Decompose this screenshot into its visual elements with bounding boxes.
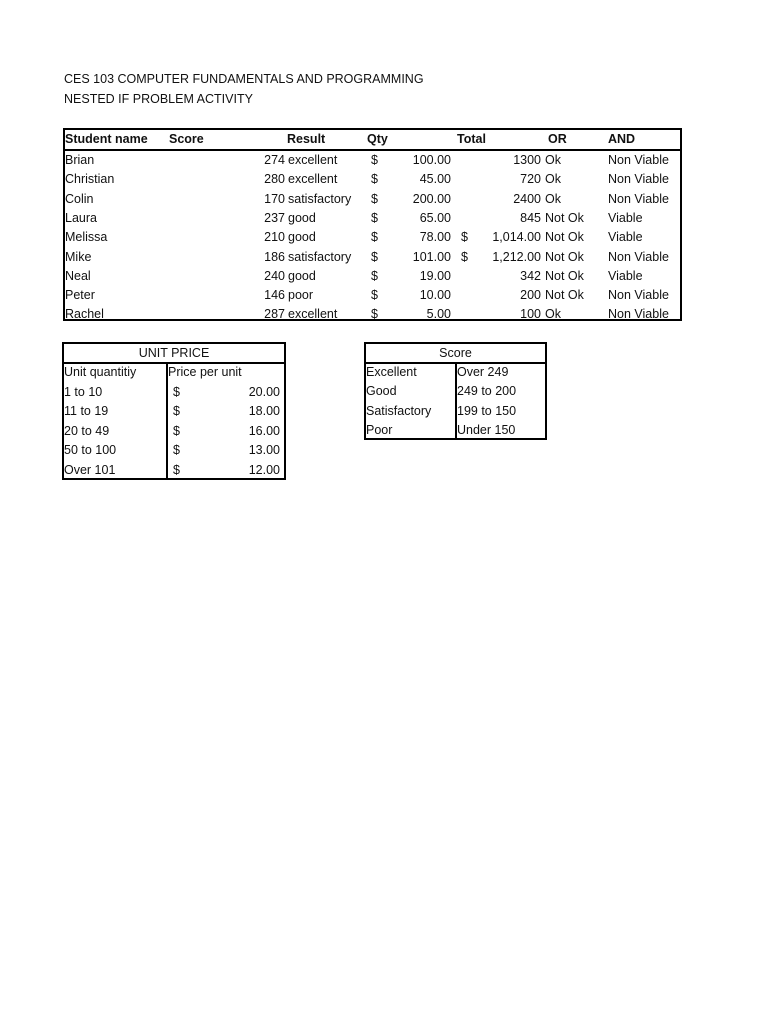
total-cell[interactable]: 1,014.00	[492, 230, 541, 245]
score-row	[366, 363, 545, 382]
student-name-cell[interactable]: Mike	[65, 249, 92, 264]
student-name-cell[interactable]: Christian	[65, 172, 115, 187]
unit-range-cell[interactable]: 11 to 19	[64, 404, 109, 419]
table-row	[65, 209, 680, 228]
unit-range-cell[interactable]: 20 to 49	[64, 423, 110, 438]
student-results-table	[63, 128, 682, 321]
qty-cell[interactable]: 65.00	[419, 210, 451, 225]
unit-quantity-header[interactable]: Unit quantitiy	[64, 365, 137, 379]
score-cell[interactable]: 210	[264, 230, 285, 245]
qty-currency-cell[interactable]: $	[371, 249, 378, 264]
score-cell[interactable]: 170	[264, 191, 285, 206]
and-cell[interactable]: Non Viable	[608, 288, 669, 303]
total-cell[interactable]: 342	[520, 268, 541, 283]
score-row	[366, 382, 545, 401]
header-or[interactable]: OR	[548, 132, 567, 146]
qty-cell[interactable]: 101.00	[412, 249, 451, 264]
qty-currency-cell[interactable]: $	[371, 230, 378, 245]
price-cell[interactable]: 13.00	[248, 443, 280, 458]
unit-price-row	[64, 441, 284, 460]
or-cell[interactable]: Ok	[545, 307, 561, 322]
unit-range-cell[interactable]: 50 to 100	[64, 443, 117, 458]
qty-cell[interactable]: 5.00	[426, 307, 451, 322]
result-cell[interactable]: good	[288, 210, 316, 225]
student-name-cell[interactable]: Colin	[65, 191, 94, 206]
table-row	[65, 151, 680, 170]
total-cell[interactable]: 200	[520, 288, 541, 303]
price-currency-cell[interactable]: $	[173, 423, 180, 438]
score-row	[366, 402, 545, 421]
price-currency-cell[interactable]: $	[173, 404, 180, 419]
header-total[interactable]: Total	[457, 132, 486, 146]
qty-cell[interactable]: 10.00	[419, 288, 451, 303]
table-row	[65, 170, 680, 189]
student-name-cell[interactable]: Laura	[65, 210, 97, 225]
or-cell[interactable]: Not Ok	[545, 288, 584, 303]
result-cell[interactable]: satisfactory	[288, 249, 352, 264]
score-table	[364, 342, 547, 440]
student-name-cell[interactable]: Melissa	[65, 230, 108, 245]
price-per-unit-header[interactable]: Price per unit	[168, 365, 242, 379]
or-cell[interactable]: Not Ok	[545, 268, 584, 283]
qty-currency-cell[interactable]: $	[371, 153, 378, 167]
unit-price-row	[64, 422, 284, 441]
and-cell[interactable]: Non Viable	[608, 172, 669, 187]
header-score[interactable]: Score	[169, 132, 204, 146]
unit-range-cell[interactable]: 1 to 10	[64, 385, 103, 399]
grade-range-cell[interactable]: Under 150	[457, 423, 516, 438]
grade-cell[interactable]: Excellent	[366, 365, 417, 379]
grade-cell[interactable]: Good	[366, 384, 397, 399]
qty-currency-cell[interactable]: $	[371, 307, 378, 322]
sheet-subtitle: NESTED IF PROBLEM ACTIVITY	[64, 92, 253, 106]
unit-price-title[interactable]: UNIT PRICE	[138, 346, 210, 360]
score-cell[interactable]: 146	[264, 288, 285, 303]
sheet-title: CES 103 COMPUTER FUNDAMENTALS AND PROGRAMMING	[64, 72, 424, 86]
or-cell[interactable]: Ok	[545, 191, 561, 206]
table-row	[65, 267, 680, 286]
or-cell[interactable]: Not Ok	[545, 210, 584, 225]
qty-cell[interactable]: 200.00	[412, 191, 451, 206]
result-cell[interactable]: excellent	[288, 153, 338, 167]
total-cell[interactable]: 720	[520, 172, 541, 187]
student-name-cell[interactable]: Rachel	[65, 307, 104, 322]
unit-price-table	[62, 342, 286, 480]
price-currency-cell[interactable]: $	[173, 443, 180, 458]
total-currency-cell[interactable]: $	[461, 230, 468, 245]
and-cell[interactable]: Non Viable	[608, 153, 669, 167]
result-cell[interactable]: good	[288, 268, 316, 283]
score-cell[interactable]: 287	[264, 307, 285, 322]
score-row	[366, 421, 545, 440]
or-cell[interactable]: Not Ok	[545, 249, 584, 264]
student-name-cell[interactable]: Brian	[65, 153, 95, 167]
qty-cell[interactable]: 78.00	[419, 230, 451, 245]
table-header-row	[65, 130, 680, 151]
score-table-title[interactable]: Score	[439, 346, 472, 360]
qty-currency-cell[interactable]: $	[371, 172, 378, 187]
price-cell[interactable]: 16.00	[248, 423, 280, 438]
price-currency-cell[interactable]: $	[173, 462, 180, 477]
qty-currency-cell[interactable]: $	[371, 210, 378, 225]
or-cell[interactable]: Not Ok	[545, 230, 584, 245]
result-cell[interactable]: satisfactory	[288, 191, 352, 206]
result-cell[interactable]: excellent	[288, 307, 338, 322]
and-cell[interactable]: Non Viable	[608, 249, 669, 264]
table-row	[65, 248, 680, 267]
grade-range-cell[interactable]: Over 249	[457, 365, 509, 379]
total-currency-cell[interactable]: $	[461, 249, 468, 264]
grade-range-cell[interactable]: 199 to 150	[457, 403, 517, 418]
header-student-name[interactable]: Student name	[65, 132, 148, 146]
unit-price-row	[64, 383, 284, 402]
qty-cell[interactable]: 100.00	[412, 153, 451, 167]
table-row	[65, 228, 680, 247]
score-cell[interactable]: 237	[264, 210, 285, 225]
and-cell[interactable]: Non Viable	[608, 191, 669, 206]
qty-currency-cell[interactable]: $	[371, 268, 378, 283]
price-cell[interactable]: 18.00	[248, 404, 280, 419]
qty-cell[interactable]: 19.00	[419, 268, 451, 283]
unit-price-row	[64, 402, 284, 421]
score-cell[interactable]: 186	[264, 249, 285, 264]
score-cell[interactable]: 280	[264, 172, 285, 187]
unit-range-cell[interactable]: Over 101	[64, 462, 116, 477]
score-cell[interactable]: 274	[264, 153, 285, 167]
or-cell[interactable]: Ok	[545, 153, 561, 167]
score-cell[interactable]: 240	[264, 268, 285, 283]
table-row	[65, 190, 680, 209]
grade-range-cell[interactable]: 249 to 200	[457, 384, 517, 399]
total-cell[interactable]: 1,212.00	[492, 249, 541, 264]
price-cell[interactable]: 20.00	[248, 385, 280, 399]
student-name-cell[interactable]: Neal	[65, 268, 91, 283]
price-cell[interactable]: 12.00	[248, 462, 280, 477]
result-cell[interactable]: good	[288, 230, 316, 245]
total-cell[interactable]: 100	[520, 307, 541, 322]
header-result[interactable]: Result	[287, 132, 326, 146]
qty-currency-cell[interactable]: $	[371, 191, 378, 206]
total-cell[interactable]: 2400	[513, 191, 541, 206]
or-cell[interactable]: Ok	[545, 172, 561, 187]
grade-cell[interactable]: Satisfactory	[366, 403, 432, 418]
header-qty[interactable]: Qty	[367, 132, 388, 146]
table-row	[65, 305, 680, 324]
result-cell[interactable]: excellent	[288, 172, 338, 187]
and-cell[interactable]: Viable	[608, 268, 643, 283]
table-row	[65, 286, 680, 305]
total-cell[interactable]: 1300	[513, 153, 541, 167]
total-cell[interactable]: 845	[520, 210, 541, 225]
result-cell[interactable]: poor	[288, 288, 314, 303]
qty-cell[interactable]: 45.00	[419, 172, 451, 187]
student-name-cell[interactable]: Peter	[65, 288, 95, 303]
grade-cell[interactable]: Poor	[366, 423, 393, 438]
and-cell[interactable]: Viable	[608, 230, 643, 245]
unit-price-row	[64, 461, 284, 480]
and-cell[interactable]: Viable	[608, 210, 643, 225]
header-and[interactable]: AND	[608, 132, 636, 146]
and-cell[interactable]: Non Viable	[608, 307, 669, 322]
price-currency-cell[interactable]: $	[173, 385, 180, 399]
qty-currency-cell[interactable]: $	[371, 288, 378, 303]
